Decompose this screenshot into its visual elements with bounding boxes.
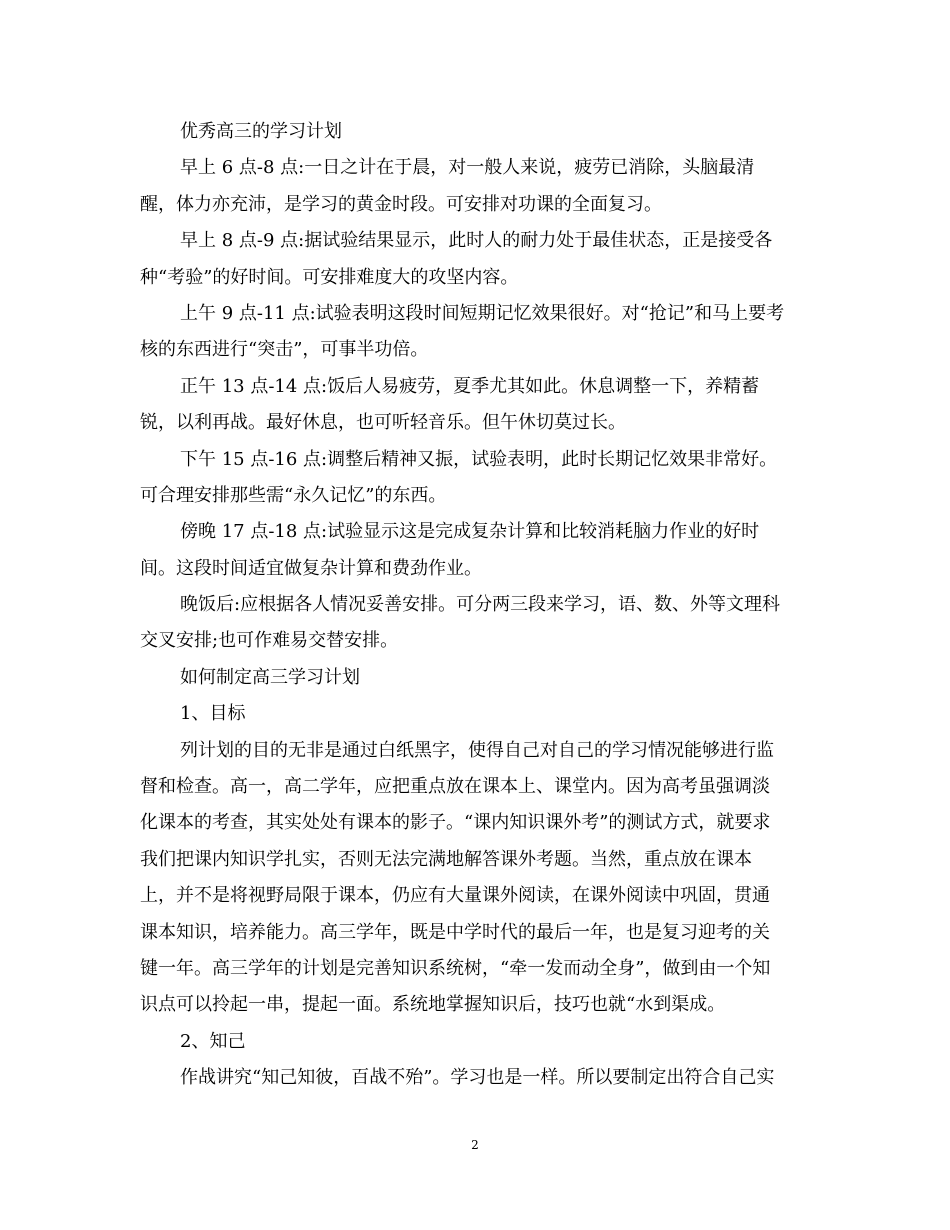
paragraph-line: 课本知识，培养能力。高三学年，既是中学时代的最后一年，也是复习迎考的关 [140, 921, 770, 943]
paragraph-first-line: 正午 13 点-14 点:饭后人易疲劳，夏季尤其如此。休息调整一下，养精蓄 [180, 375, 760, 397]
paragraph-first-line: 傍晚 17 点-18 点:试验显示这是完成复杂计算和比较消耗脑力作业的好时 [180, 521, 760, 543]
paragraph-first-line: 1、目标 [180, 703, 246, 725]
paragraph-first-line: 下午 15 点-16 点:调整后精神又振，试验表明，此时长期记忆效果非常好。 [180, 448, 778, 470]
paragraph-first-line: 列计划的目的无非是通过白纸黑字，使得自己对自己的学习情况能够进行监 [180, 739, 774, 761]
paragraph-first-line: 早上 6 点-8 点:一日之计在于晨，对一般人来说，疲劳已消除，头脑最清 [180, 157, 755, 179]
paragraph-first-line: 优秀高三的学习计划 [180, 121, 342, 142]
paragraph-first-line: 上午 9 点-11 点:试验表明这段时间短期记忆效果很好。对“抢记”和马上要考 [180, 302, 785, 324]
paragraph-line: 化课本的考查，其实处处有课本的影子。“课内知识课外考”的测试方式，就要求 [140, 812, 771, 834]
paragraph-line: 我们把课内知识学扎实，否则无法完满地解答课外考题。当然，重点放在课本 [140, 848, 752, 870]
paragraph-first-line: 早上 8 点-9 点:据试验结果显示，此时人的耐力处于最佳状态，正是接受各 [180, 230, 773, 252]
paragraph-line: 上，并不是将视野局限于课本，仍应有大量课外阅读，在课外阅读中巩固，贯通 [140, 885, 770, 907]
paragraph-first-line: 如何制定高三学习计划 [180, 666, 360, 688]
page-number: 2 [471, 1138, 479, 1152]
paragraph-first-line: 晚饭后:应根据各人情况妥善安排。可分两三段来学习，语、数、外等文理科 [180, 594, 781, 616]
paragraph-line: 种“考验”的好时间。可安排难度大的攻坚内容。 [140, 266, 519, 288]
paragraph-line: 醒，体力亦充沛，是学习的黄金时段。可安排对功课的全面复习。 [140, 193, 662, 215]
document-body [140, 114, 805, 1097]
paragraph-line: 识点可以拎起一串，提起一面。系统地掌握知识后，技巧也就“水到渠成。 [140, 994, 726, 1016]
paragraph-line: 锐，以利再战。最好休息，也可听轻音乐。但午休切莫过长。 [140, 412, 626, 434]
paragraph-line: 交叉安排;也可作难易交替安排。 [140, 630, 399, 652]
paragraph-line: 核的东西进行“突击”，可事半功倍。 [140, 339, 429, 361]
paragraph-first-line: 2、知己 [180, 1030, 246, 1052]
paragraph-line: 督和检查。高一，高二学年，应把重点放在课本上、课堂内。因为高考虽强调淡 [140, 776, 770, 798]
paragraph-line: 可合理安排那些需“永久记忆”的东西。 [140, 484, 447, 506]
paragraph-line: 键一年。高三学年的计划是完善知识系统树，“牵一发而动全身”，做到由一个知 [140, 957, 771, 979]
paragraph-line: 间。这段时间适宜做复杂计算和费劲作业。 [140, 557, 482, 579]
paragraph-first-line: 作战讲究“知己知彼，百战不殆”。学习也是一样。所以要制定出符合自己实 [180, 1067, 775, 1089]
